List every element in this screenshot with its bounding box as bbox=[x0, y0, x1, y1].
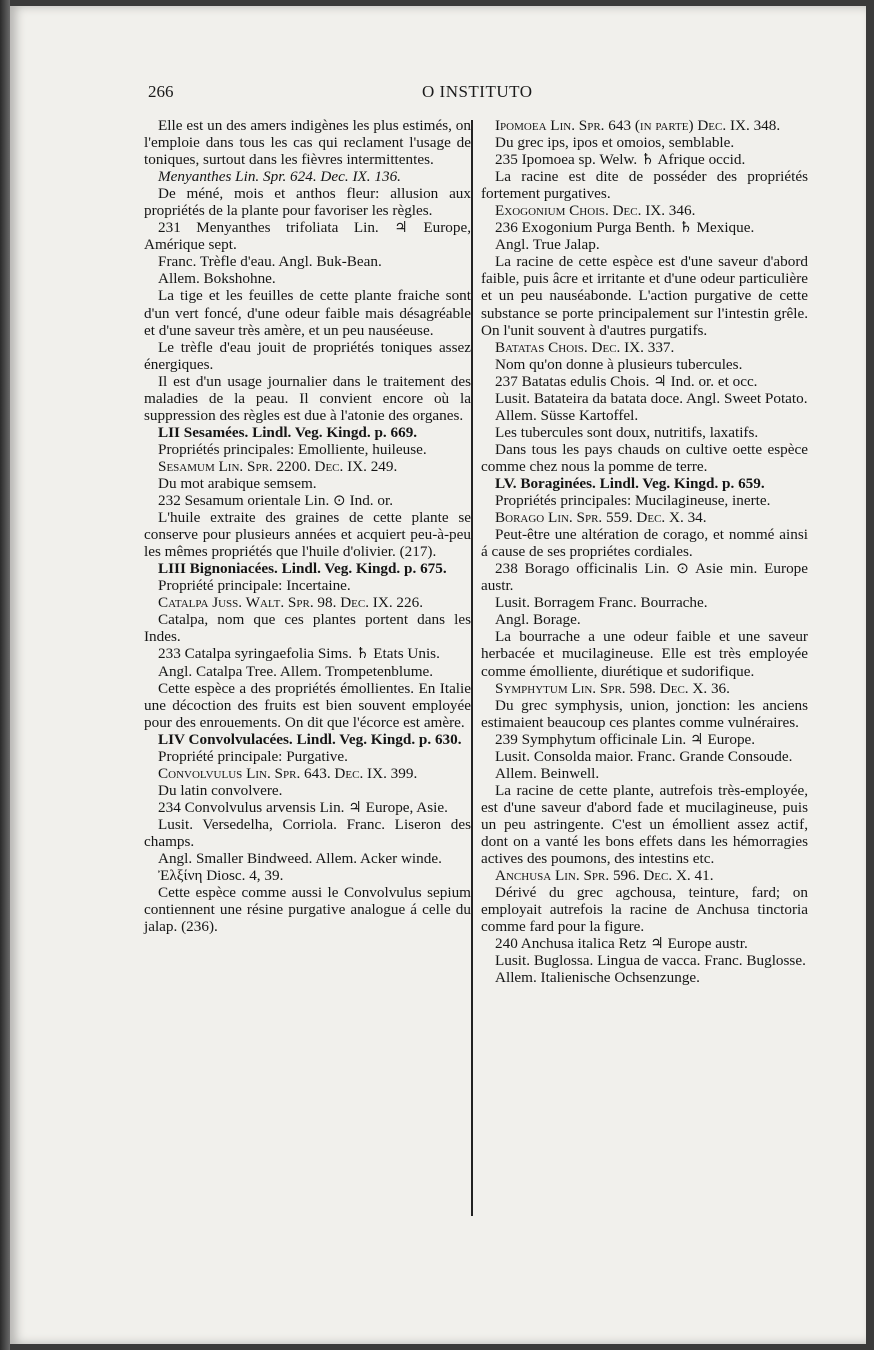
right-column bbox=[481, 117, 808, 986]
paragraph: La racine de cette espèce est d'une saveur d'abord faible, puis âcre et irritante et d'une odeur particulière et un peu nauséabonde. L'action purgative de cette substance se porte principalement sur l'intestin grêle. On l'unit souvent à d'autres purgatifs. bbox=[481, 253, 808, 339]
genus-entry: Exogonium Chois. Dec. IX. 346. bbox=[495, 202, 696, 220]
genus-entry: Menyanthes Lin. Spr. 624. Dec. IX. 136. bbox=[158, 168, 401, 186]
genus-entry: Symphytum Lin. Spr. 598. Dec. X. 36. bbox=[495, 679, 730, 697]
vernacular-names: Allem. Süsse Kartoffel. bbox=[495, 406, 639, 424]
column-divider bbox=[471, 120, 473, 1216]
species-entry: 232 Sesamum orientale Lin. ⊙ Ind. or. bbox=[158, 492, 394, 510]
properties-line: Propriété principale: Purgative. bbox=[158, 747, 348, 765]
properties-line: Propriété principale: Incertaine. bbox=[158, 577, 351, 595]
etymology: Du grec symphysis, union, jonction: les anciens estimaient beaucoup ces plantes comme vulnéraires. bbox=[481, 696, 808, 731]
vernacular-names: Lusit. Batateira da batata doce. Angl. Sweet Potato. bbox=[495, 389, 808, 407]
genus-entry: Convolvulus Lin. Spr. 643. Dec. IX. 399. bbox=[158, 764, 418, 782]
vernacular-names: Allem. Bokshohne. bbox=[158, 270, 276, 288]
vernacular-names: Lusit. Borragem Franc. Bourrache. bbox=[495, 594, 708, 612]
family-heading: LIV Convolvulacées. Lindl. Veg. Kingd. p. 630. bbox=[158, 730, 462, 748]
paragraph: Les tubercules sont doux, nutritifs, laxatifs. bbox=[495, 423, 759, 441]
etymology: Dérivé du grec agchousa, teinture, fard; on employait autrefois la racine de Anchusa tinctoria comme fard pour la figure. bbox=[481, 884, 808, 936]
species-entry: 233 Catalpa syringaefolia Sims. ♄ Etats Unis. bbox=[158, 645, 440, 663]
paragraph: Il est d'un usage journalier dans le traitement des maladies de la peau. Il convient encore où la suppression des règles est due à l'atonie des organes. bbox=[144, 372, 471, 424]
vernacular-names: Lusit. Buglossa. Lingua de vacca. Franc. Buglosse. bbox=[495, 952, 806, 970]
paragraph: De méné, mois et anthos fleur: allusion aux propriétés de la plante pour favoriser les règles. bbox=[144, 185, 471, 220]
running-title: O INSTITUTO bbox=[422, 82, 533, 101]
genus-entry: Anchusa Lin. Spr. 596. Dec. X. 41. bbox=[495, 867, 714, 885]
vernacular-names: Franc. Trèfle d'eau. Angl. Buk-Bean. bbox=[158, 253, 382, 271]
vernacular-names: Lusit. Versedelha, Corriola. Franc. Liseron des champs. bbox=[144, 815, 471, 850]
genus-entry: Sesamum Lin. Spr. 2200. Dec. IX. 249. bbox=[158, 457, 398, 475]
family-heading: LV. Boraginées. Lindl. Veg. Kingd. p. 659. bbox=[495, 474, 765, 492]
paragraph: Elle est un des amers indigènes les plus estimés, on l'emploie dans tous les cas qui reclament l'usage de toniques, surtout dans les fièvres intermittentes. bbox=[144, 117, 471, 169]
page-number: 266 bbox=[148, 82, 174, 101]
paragraph: Cette espèce comme aussi le Convolvulus sepium contiennent une résine purgative analogue á celle du jalap. (236). bbox=[144, 884, 471, 936]
paragraph: L'huile extraite des graines de cette plante se conserve pour plusieurs années et acquiert peu-à-peu les mêmes propriétés que l'huile d'olivier. (217). bbox=[144, 509, 471, 561]
paragraph: La racine de cette plante, autrefois très-employée, est d'une saveur d'abord fade et mucilagineuse, puis un peu astringente. C'est un émollient assez actif, dont on a vanté les bons effets dans les hémorragies actives des poumons, des intestins etc. bbox=[481, 781, 808, 868]
paragraph: La bourrache a une odeur faible et une saveur herbacée et mucilagineuse. Elle est très employée comme émolliente, diurétique et sudorifique. bbox=[481, 628, 808, 680]
genus-entry: Catalpa Juss. Walt. Spr. 98. Dec. IX. 226. bbox=[158, 594, 424, 612]
family-heading: LIII Bignoniacées. Lindl. Veg. Kingd. p. 675. bbox=[158, 560, 447, 578]
etymology: Nom qu'on donne à plusieurs tubercules. bbox=[495, 355, 743, 373]
vernacular-names: Angl. Catalpa Tree. Allem. Trompetenblume. bbox=[158, 662, 434, 680]
species-entry: 235 Ipomoea sp. Welw. ♄ Afrique occid. bbox=[495, 151, 746, 169]
species-entry: 236 Exogonium Purga Benth. ♄ Mexique. bbox=[495, 219, 755, 237]
etymology: Du mot arabique semsem. bbox=[158, 474, 317, 492]
paragraph: La tige et les feuilles de cette plante fraiche sont d'un vert foncé, d'une odeur faible mais désagréable et d'une saveur très amère, et un peu nauséeuse. bbox=[144, 287, 471, 339]
species-entry: 231 Menyanthes trifoliata Lin. ♃ Europe, Amérique sept. bbox=[144, 219, 471, 254]
vernacular-names: Allem. Italienische Ochsenzunge. bbox=[495, 969, 700, 987]
genus-entry: Borago Lin. Spr. 559. Dec. X. 34. bbox=[495, 509, 707, 527]
paragraph: Cette espèce a des propriétés émollientes. En Italie une décoction des fruits est bien souvent employée pour des enrouements. On dit que l'écorce est amère. bbox=[144, 679, 471, 731]
species-entry: 238 Borago officinalis Lin. ⊙ Asie min. Europe austr. bbox=[481, 560, 808, 595]
properties-line: Propriétés principales: Mucilagineuse, inerte. bbox=[495, 492, 771, 510]
paragraph: Le trèfle d'eau jouit de propriétés toniques assez énergiques. bbox=[144, 338, 471, 373]
species-entry: 234 Convolvulus arvensis Lin. ♃ Europe, Asie. bbox=[158, 798, 448, 816]
vernacular-names: Allem. Beinwell. bbox=[495, 764, 600, 782]
genus-entry: Batatas Chois. Dec. IX. 337. bbox=[495, 338, 675, 356]
species-entry: 240 Anchusa italica Retz ♃ Europe austr. bbox=[495, 935, 748, 953]
species-entry: 239 Symphytum officinale Lin. ♃ Europe. bbox=[495, 730, 756, 748]
family-heading: LII Sesamées. Lindl. Veg. Kingd. p. 669. bbox=[158, 423, 418, 441]
genus-entry: Ipomoea Lin. Spr. 643 (in parte) Dec. IX. 348. bbox=[495, 117, 781, 134]
etymology: Du grec ips, ipos et omoios, semblable. bbox=[495, 134, 735, 152]
left-column bbox=[144, 117, 471, 935]
species-entry: 237 Batatas edulis Chois. ♃ Ind. or. et occ. bbox=[495, 372, 758, 390]
vernacular-names: Angl. Smaller Bindweed. Allem. Acker winde. bbox=[158, 850, 442, 868]
page-header bbox=[0, 82, 874, 106]
etymology: Peut-être une altération de corago, et nommé ainsi á cause de ses propriétes cordiales. bbox=[481, 526, 808, 561]
paragraph: Dans tous les pays chauds on cultive oette espèce comme chez nous la pomme de terre. bbox=[481, 440, 808, 475]
reference: Ἐλξίνη Diosc. 4, 39. bbox=[158, 867, 284, 885]
paragraph: La racine est dite de posséder des propriétés fortement purgatives. bbox=[481, 168, 808, 203]
etymology: Catalpa, nom que ces plantes portent dans les Indes. bbox=[144, 611, 471, 646]
etymology: Du latin convolvere. bbox=[158, 781, 283, 799]
book-gutter-shadow bbox=[0, 0, 10, 1350]
vernacular-names: Angl. True Jalap. bbox=[495, 236, 600, 254]
vernacular-names: Angl. Borage. bbox=[495, 611, 581, 629]
properties-line: Propriétés principales: Emolliente, huileuse. bbox=[158, 440, 427, 458]
vernacular-names: Lusit. Consolda maior. Franc. Grande Consoude. bbox=[495, 747, 793, 765]
